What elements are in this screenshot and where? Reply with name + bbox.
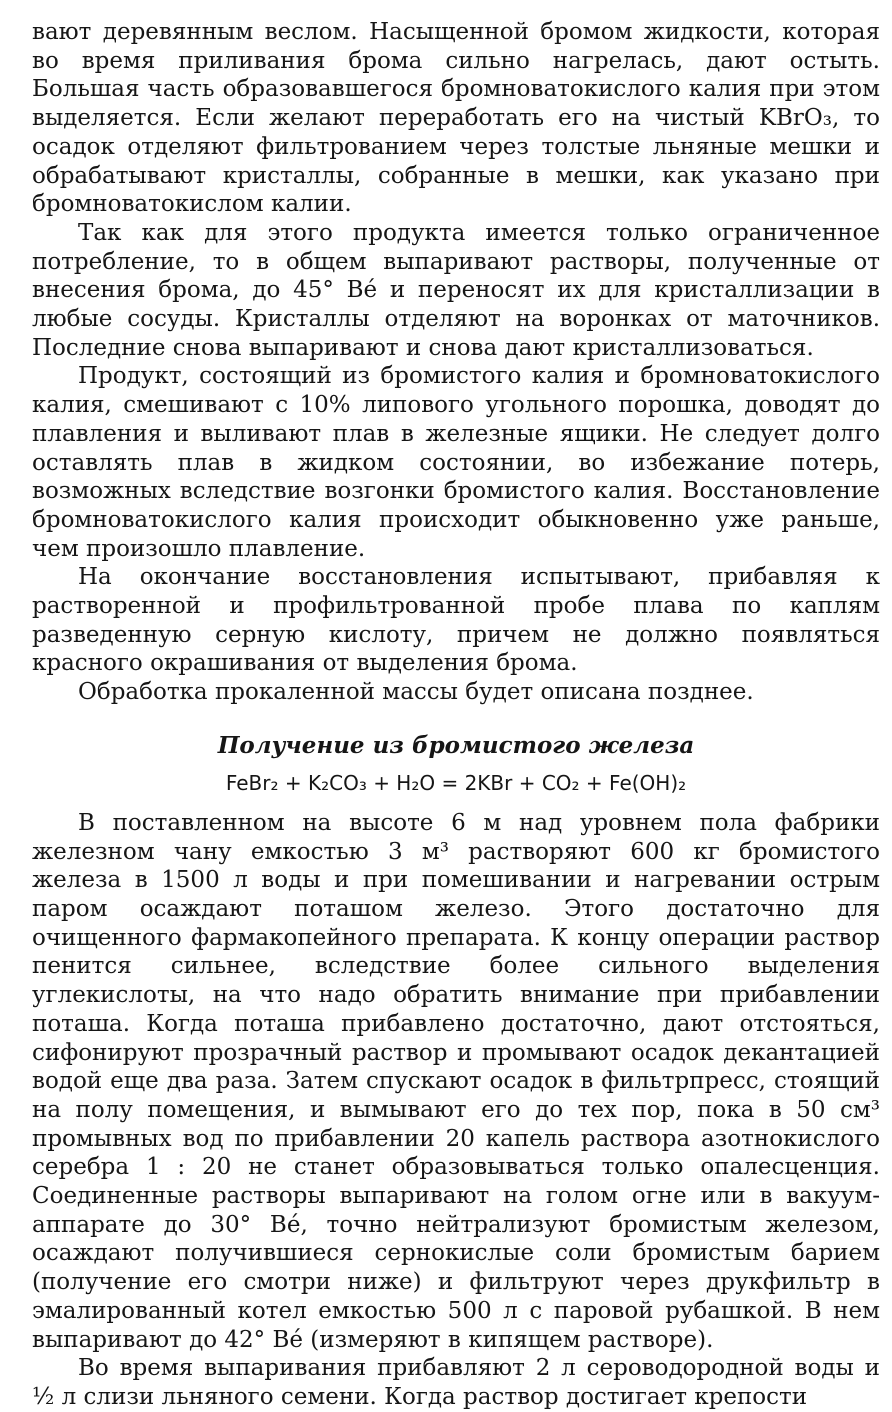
- paragraph: Во время выпаривания прибавляют 2 л сероводородной воды и ½ л слизи льняного семени. Когда раствор достигает крепости: [32, 1355, 880, 1410]
- paragraph: Обработка прокаленной массы будет описана позднее.: [78, 679, 754, 706]
- book-page: [32, 18, 880, 1412]
- paragraph: Так как для этого продукта имеется только ограниченное потребление, то в общем выпаривают растворы, полученные от внесения брома, до 45° Bé и переносят их для кристаллизации в любые сосуды. Кристаллы отделяют на воронках от маточников. Последние снова выпаривают и снова дают кристаллизоваться.: [32, 219, 880, 361]
- paragraph: На окончание восстановления испытывают, прибавляя к растворенной и профильтрованной пробе плава по каплям разведенную серную кислоту, причем не должно появляться красного окрашивания от выделения брома.: [32, 564, 880, 677]
- section-heading: Получение из бромистого железа: [217, 731, 695, 759]
- chemical-equation: FeBr₂ + K₂CO₃ + H₂O = 2KBr + CO₂ + Fe(OH)₂: [225, 770, 687, 795]
- paragraph: В поставленном на высоте 6 м над уровнем пола фабрики железном чану емкостью 3 м³ растворяют 600 кг бромистого железа в 1500 л воды и при помешивании и нагревании острым паром осаждают поташом железо. Этого достаточно для очищенного фармакопейного препарата. К концу операции раствор пенится сильнее, вследствие более сильного выделения углекислоты, на что надо обратить внимание при прибавлении поташа. Когда поташа прибавлено достаточно, дают отстояться, сифонируют прозрачный раствор и промывают осадок декантацией водой еще два раза. Затем спускают осадок в фильтрпресс, стоящий на полу помещения, и вымывают его до тех пор, пока в 50 см³ промывных вод по прибавлении 20 капель раствора азотнокислого серебра 1 : 20 не станет образовываться только опалесценция. Соединенные растворы выпаривают на голом огне или в вакуум-аппарате до 30° Bé, точно нейтрализуют бромистым железом, осаждают получившиеся сернокислые соли бромистым барием (получение его смотри ниже) и фильтруют через друкфильтр в эмалированный котел емкостью 500 л с паровой рубашкой. В нем выпаривают до 42° Bé (измеряют в кипящем растворе).: [32, 809, 880, 1353]
- paragraph: Продукт, состоящий из бромистого калия и бромноватокислого калия, смешивают с 10% липового угольного порошка, доводят до плавления и выливают плав в железные ящики. Не следует долго оставлять плав в жидком состоянии, во избежание потерь, возможных вследствие возгонки бромистого калия. Восстановление бромноватокислого калия происходит обыкновенно уже раньше, чем произошло плавление.: [32, 363, 880, 562]
- paragraph-continued: вают деревянным веслом. Насыщенной бромом жидкости, которая во время приливания брома сильно нагрелась, дают остыть. Большая часть образовавшегося бромноватокислого калия при этом выделяется. Если желают переработать его на чистый KBrO₃, то осадок отделяют фильтрованием через толстые льняные мешки и обрабатывают кристаллы, собранные в мешки, как указано при бромноватокислом калии.: [32, 19, 880, 218]
